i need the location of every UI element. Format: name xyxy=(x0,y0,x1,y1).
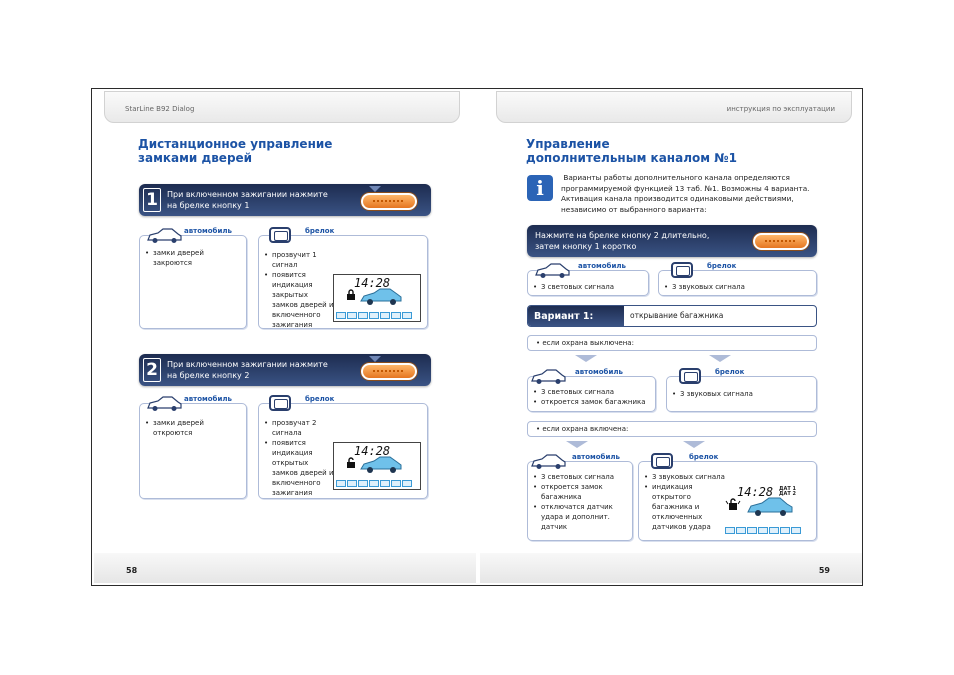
car-result-box xyxy=(139,227,247,329)
car-icon xyxy=(530,369,566,385)
car-icon xyxy=(530,454,566,470)
fob-lcd-display xyxy=(333,274,421,322)
list-item: • замки дверей закроются xyxy=(145,248,225,268)
step-number: 2 xyxy=(143,358,161,382)
car-icon xyxy=(146,228,182,244)
list-item: • 3 звуковых сигнала xyxy=(672,389,753,399)
key-fob-button-icon xyxy=(753,233,809,250)
trunk-open-icon xyxy=(725,498,741,510)
step-instruction xyxy=(167,189,328,211)
list-item: • замки дверей откроются xyxy=(145,418,215,438)
condition-bar-on xyxy=(527,421,817,437)
key-fob-button-icon xyxy=(361,363,417,380)
car-result-list xyxy=(145,418,215,438)
lcd-time: 14:28 xyxy=(354,276,391,290)
intro-line: Активация канала производится одинаковыми действиями, xyxy=(561,194,794,203)
intro-line: Варианты работы дополнительного канала определяются xyxy=(561,173,790,182)
fob-result-box xyxy=(666,368,817,412)
condition-label: если охрана выключена: xyxy=(542,339,634,347)
header-band xyxy=(104,91,460,123)
fob-result-box xyxy=(258,227,428,329)
car-result-box xyxy=(527,262,649,296)
fob-result-list xyxy=(264,250,334,330)
list-item: • 3 звуковых сигнала xyxy=(644,472,728,482)
car-label: автомобиль xyxy=(184,395,232,403)
fob-result-list xyxy=(664,282,745,292)
car-result-box xyxy=(527,368,656,412)
page-title xyxy=(526,137,737,165)
car-display-icon xyxy=(360,456,402,474)
header-manual-label: инструкция по эксплуатации xyxy=(726,105,835,113)
condition-text: • если охрана включена: xyxy=(536,425,629,433)
lock-open-icon xyxy=(346,457,356,468)
key-fob-icon xyxy=(269,227,291,243)
activation-bar xyxy=(527,225,817,257)
activation-instruction xyxy=(535,230,709,252)
manual-spread xyxy=(91,88,863,586)
page-58 xyxy=(92,89,478,585)
header-band xyxy=(496,91,852,123)
fob-result-box xyxy=(258,395,428,499)
list-item: • откроется замок багажника xyxy=(533,397,646,407)
lcd-status-icons xyxy=(725,527,801,534)
down-arrow-icon xyxy=(369,356,381,362)
info-icon: i xyxy=(527,175,553,201)
header-product-name: StarLine B92 Dialog xyxy=(125,105,195,113)
fob-result-list xyxy=(672,389,753,399)
list-item: • появится индикация закрытых замков дверей и включенного зажигания xyxy=(264,270,334,330)
fob-label: брелок xyxy=(689,453,719,461)
footer-band xyxy=(480,553,862,583)
car-display-icon xyxy=(360,288,402,306)
list-item: • 3 звуковых сигнала xyxy=(664,282,745,292)
instruction-line-1: При включенном зажигании нажмите xyxy=(167,360,328,369)
key-fob-icon xyxy=(269,395,291,411)
page-59 xyxy=(478,89,864,585)
down-triangle-icon xyxy=(709,355,731,362)
variant-bar xyxy=(527,305,817,327)
car-display-icon xyxy=(747,497,793,517)
step-2-bar xyxy=(139,354,431,386)
lcd-time: 14:28 xyxy=(354,444,391,458)
instruction-line-2: на брелке кнопку 2 xyxy=(167,371,250,380)
car-icon xyxy=(534,263,570,279)
car-result-list xyxy=(145,248,225,268)
car-icon xyxy=(146,396,182,412)
lcd-sensor-2: ДАТ 2 xyxy=(779,491,796,497)
car-label: автомобиль xyxy=(572,453,620,461)
intro-line: независимо от выбранного варианта: xyxy=(561,204,707,214)
variant-text: открывание багажника xyxy=(630,311,724,320)
instruction-line-1: При включенном зажигании нажмите xyxy=(167,190,328,199)
intro-line: программируемой функцией 13 таб. №1. Возможны 4 варианта. xyxy=(561,183,810,193)
step-1-bar xyxy=(139,184,431,216)
lcd-sensor-labels xyxy=(779,487,796,497)
fob-result-list xyxy=(644,472,728,532)
fob-label: брелок xyxy=(305,227,335,235)
car-label: автомобиль xyxy=(578,262,626,270)
page-number: 59 xyxy=(818,566,830,575)
car-result-list xyxy=(533,282,614,292)
page-number: 58 xyxy=(126,566,138,575)
lcd-time: 14:28 xyxy=(737,485,774,499)
condition-bar-off xyxy=(527,335,817,351)
fob-result-box xyxy=(638,453,817,541)
condition-label: если охрана включена: xyxy=(542,425,629,433)
variant-label: Вариант 1: xyxy=(528,306,624,326)
title-line-1: Дистанционное управление xyxy=(138,137,333,151)
list-item: • появится индикация открытых замков дверей и включенного зажигания xyxy=(264,438,334,498)
list-item: • 3 световых сигнала xyxy=(533,387,646,397)
lock-closed-icon xyxy=(346,289,356,300)
list-item: • индикация открытого багажника и отключенных датчиков удара xyxy=(644,482,728,532)
key-fob-icon xyxy=(651,453,673,469)
fob-result-list xyxy=(264,418,334,498)
intro-paragraph xyxy=(561,173,821,215)
key-fob-button-icon xyxy=(361,193,417,210)
car-result-box xyxy=(527,453,633,541)
list-item: • прозвучат 2 сигнала xyxy=(264,418,334,438)
down-triangle-icon xyxy=(683,441,705,448)
instruction-line-2: затем кнопку 1 коротко xyxy=(535,242,637,251)
lcd-status-icons xyxy=(336,480,412,487)
page-title xyxy=(138,137,332,165)
fob-label: брелок xyxy=(715,368,745,376)
car-label: автомобиль xyxy=(575,368,623,376)
instruction-line-2: на брелке кнопку 1 xyxy=(167,201,250,210)
title-line-2: замками дверей xyxy=(138,151,253,165)
car-result-box xyxy=(139,395,247,499)
fob-label: брелок xyxy=(707,262,737,270)
title-line-2: дополнительным каналом №1 xyxy=(526,151,737,165)
lcd-sensor-1: ДАТ 1 xyxy=(779,486,796,492)
fob-lcd-display xyxy=(333,442,421,490)
lcd-status-icons xyxy=(336,312,412,319)
key-fob-icon xyxy=(679,368,701,384)
car-label: автомобиль xyxy=(184,227,232,235)
down-triangle-icon xyxy=(566,441,588,448)
footer-band xyxy=(94,553,476,583)
key-fob-icon xyxy=(671,262,693,278)
car-result-list xyxy=(533,387,646,407)
down-arrow-icon xyxy=(369,186,381,192)
down-triangle-icon xyxy=(575,355,597,362)
condition-text: • если охрана выключена: xyxy=(536,339,634,347)
step-number: 1 xyxy=(143,188,161,212)
list-item: • откроется замок багажника xyxy=(533,482,625,502)
fob-lcd-display xyxy=(723,484,811,532)
list-item: • прозвучит 1 сигнал xyxy=(264,250,334,270)
list-item: • 3 световых сигнала xyxy=(533,472,625,482)
title-line-1: Управление xyxy=(526,137,610,151)
list-item: • 3 световых сигнала xyxy=(533,282,614,292)
fob-label: брелок xyxy=(305,395,335,403)
instruction-line-1: Нажмите на брелке кнопку 2 длительно, xyxy=(535,231,710,240)
fob-result-box xyxy=(658,262,817,296)
car-result-list xyxy=(533,472,625,532)
step-instruction xyxy=(167,359,328,381)
list-item: • отключатся датчик удара и дополнит. датчик xyxy=(533,502,625,532)
